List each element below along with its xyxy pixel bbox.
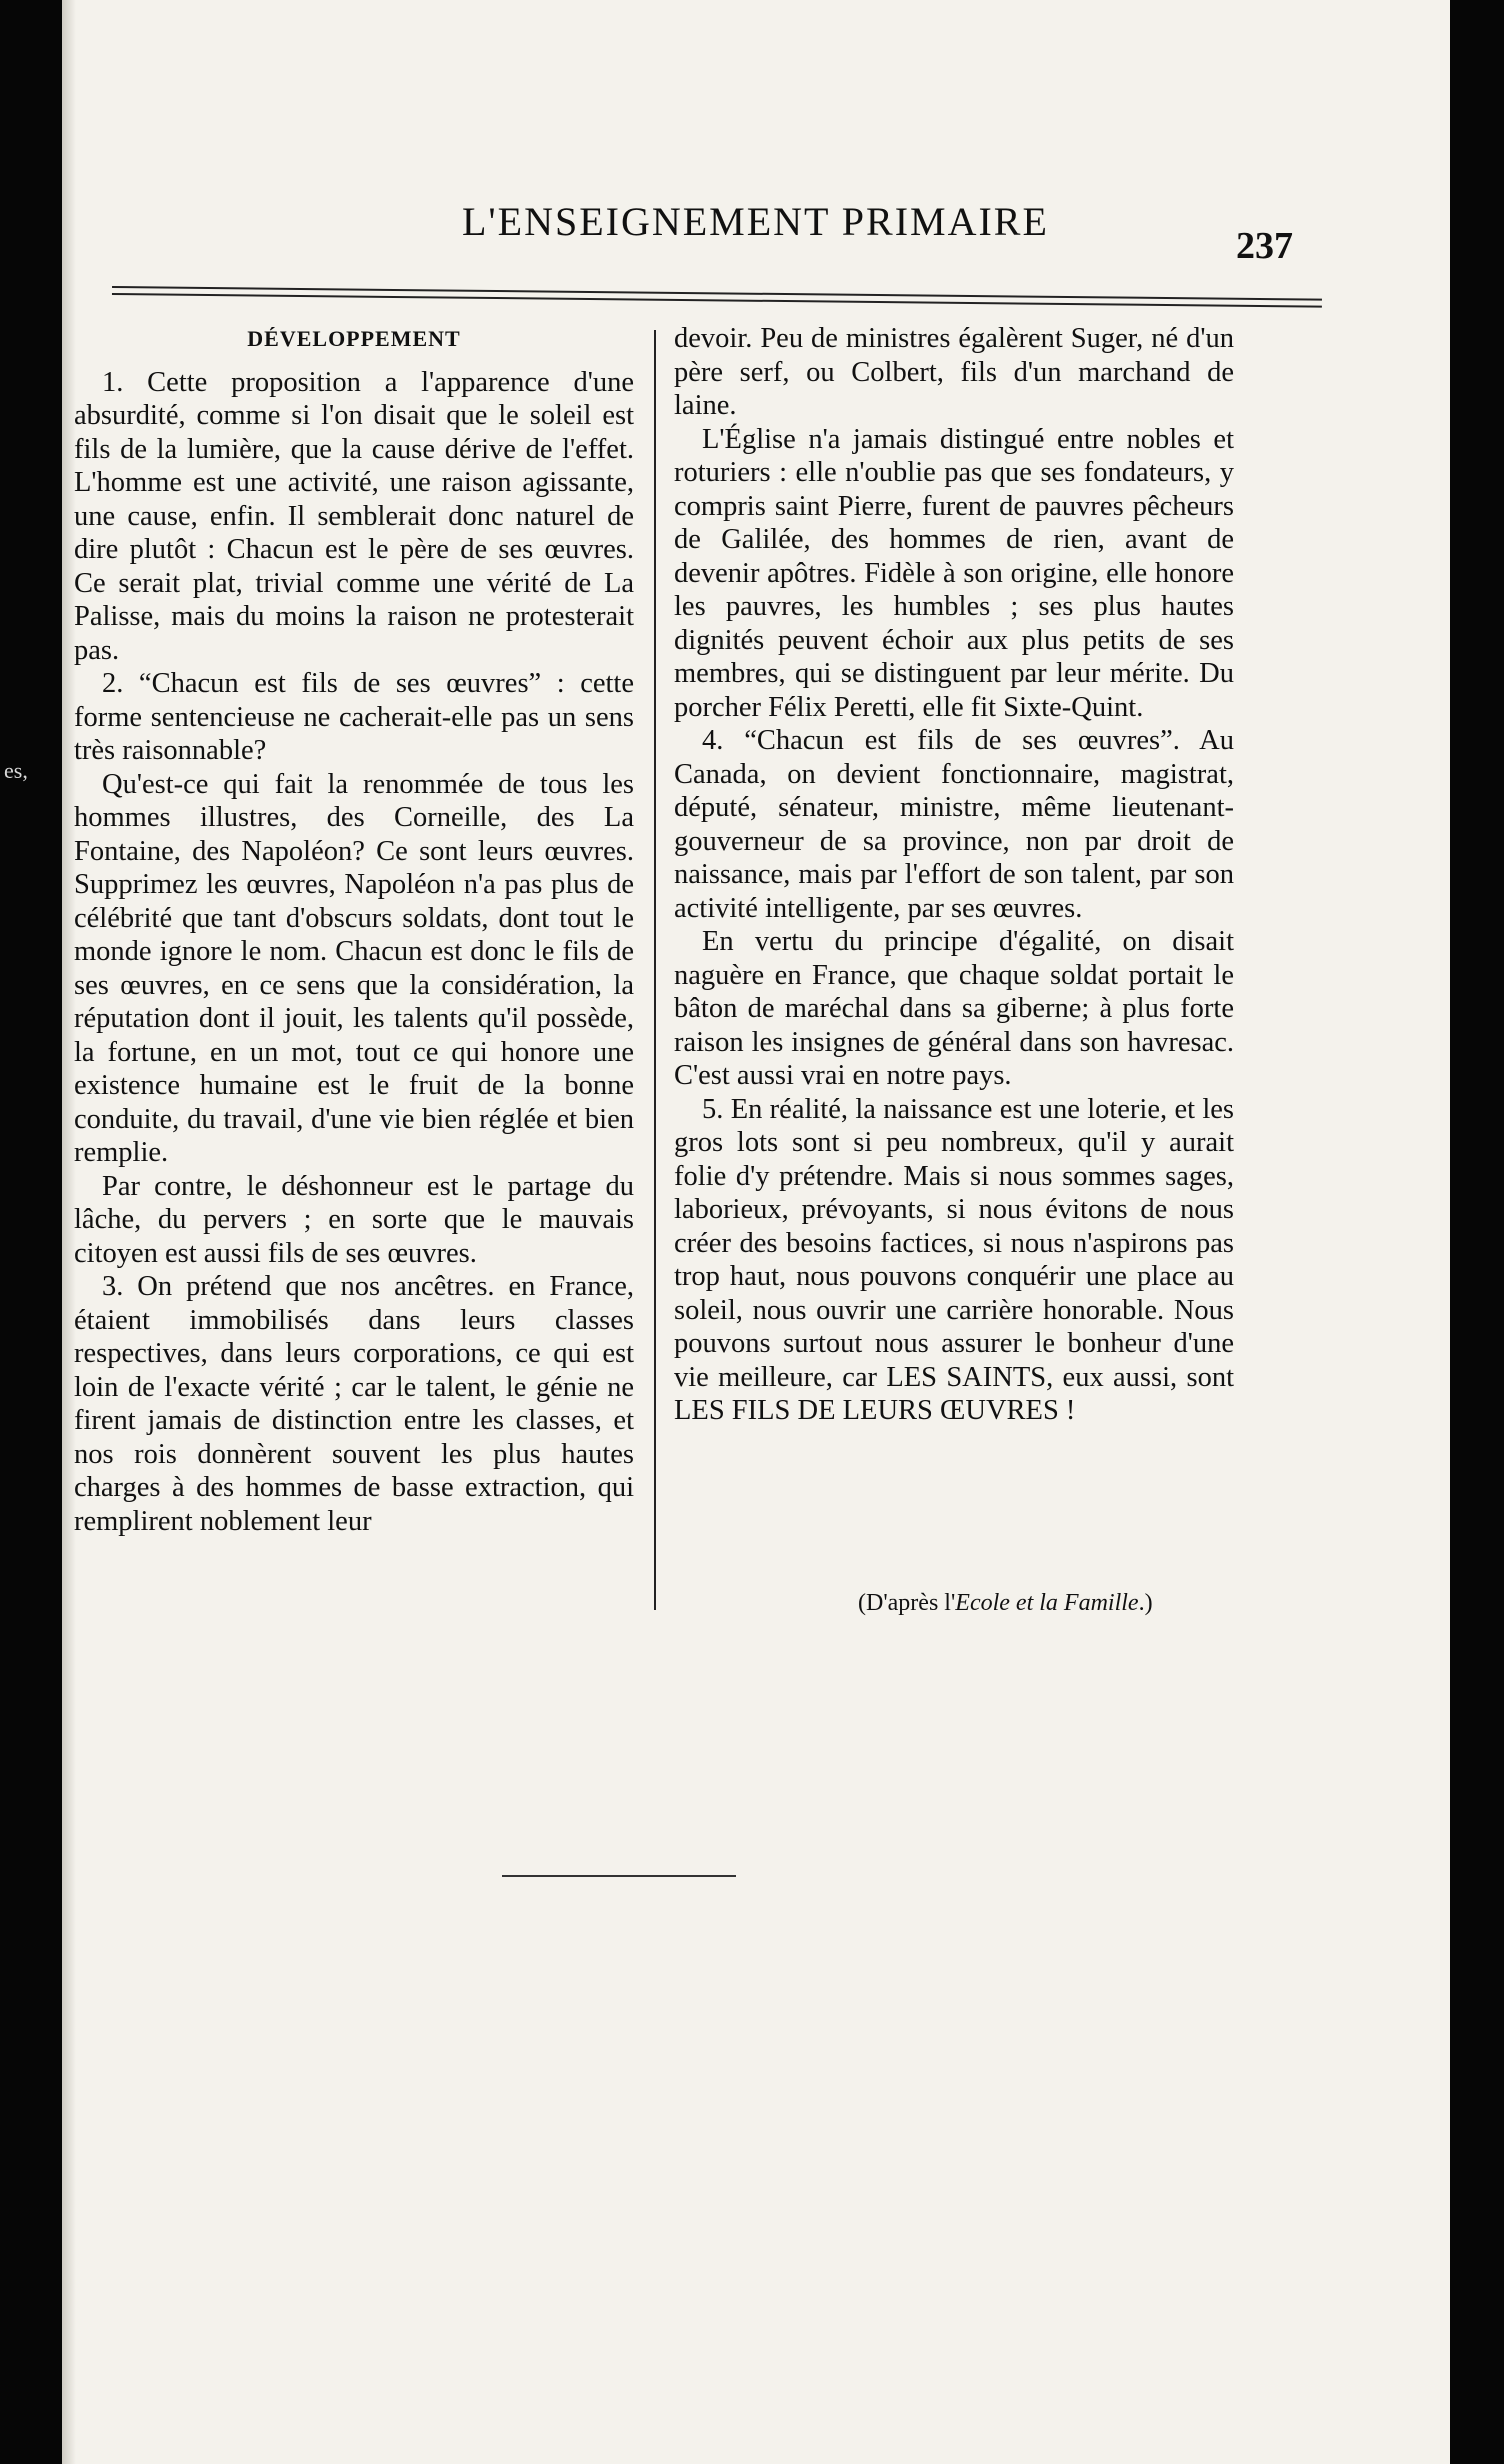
paragraph: L'Église n'a jamais distingué entre nobles et roturiers : elle n'oublie pas que ses fondateurs, y compris saint Pierre, furent de pauvres pêcheurs de Galilée, des hommes de rien, avant de devenir apôtres. Fidèle à son origine, elle honore les pauvres, les humbles ; ses plus hautes dignités peuvent échoir aux plus petits de ses membres, qui se distinguent par leur mérite. Du porcher Félix Peretti, elle fit Sixte-Quint. xyxy=(674,423,1234,723)
source-title: Ecole et la Famille xyxy=(955,1590,1139,1616)
right-column xyxy=(674,322,1234,1428)
end-rule xyxy=(502,1875,736,1877)
paragraph: 2. “Chacun est fils de ses œuvres” : cette forme sentencieuse ne cacherait-elle pas un sens très raisonnable? xyxy=(74,668,634,766)
source-attribution xyxy=(858,1590,1153,1617)
page-number: 237 xyxy=(1236,225,1293,267)
margin-fragment-text: es, xyxy=(4,758,28,783)
running-head: L'ENSEIGNEMENT PRIMAIRE xyxy=(462,199,1049,244)
paragraph: Qu'est-ce qui fait la renommée de tous les hommes illustres, des Corneille, des La Fontaine, des Napoléon? Ce sont leurs œuvres. Supprimez les œuvres, Napoléon n'a pas plus de célébrité que tant d'obscurs soldats, dont tout le monde ignore le nom. Chacun est donc le fils de ses œuvres, en ce sens que la considération, la réputation dont il jouit, les talents qu'il possède, la fortune, en un mot, tout ce qui honore une existence humaine est le fruit de la bonne conduite, du travail, d'une vie bien réglée et bien remplie. xyxy=(74,768,634,1168)
paragraph: En vertu du principe d'égalité, on disait naguère en France, que chaque soldat portait le bâton de maréchal dans sa giberne; à plus forte raison les insignes de général dans son havresac. C'est aussi vrai en notre pays. xyxy=(674,926,1234,1091)
paragraph: 1. Cette proposition a l'apparence d'une absurdité, comme si l'on disait que le soleil est fils de la lumière, que la cause dérive de l'effet. L'homme est une activité, une raison agissante, une cause, enfin. Il semblerait donc naturel de dire plutôt : Chacun est le père de ses œuvres. Ce serait plat, trivial comme une vérité de La Palisse, mais du moins la raison ne protesterait pas. xyxy=(74,366,634,666)
paragraph: 4. “Chacun est fils de ses œuvres”. Au Canada, on devient fonctionnaire, magistrat, député, sénateur, ministre, même lieutenant-gouverneur de sa province, non par droit de naissance, mais par l'effort de son talent, par son activité intelligente, par ses œuvres. xyxy=(674,725,1234,924)
book-page xyxy=(62,0,1450,2464)
paragraph: 5. En réalité, la naissance est une loterie, et les gros lots sont si peu nombreux, qu'il y aurait folie d'y prétendre. Mais si nous sommes sages, laborieux, prévoyants, si nous évitons de nous créer des besoins factices, si nous n'aspirons pas trop haut, nous pouvons conquérir une place au soleil, nous ouvrir une carrière honorable. Nous pouvons surtout nous assurer le bonheur d'une vie meilleure, car LES SAINTS, eux aussi, sont LES FILS DE LEURS ŒUVRES ! xyxy=(674,1093,1234,1426)
paragraph: devoir. Peu de ministres égalèrent Suger, né d'un père serf, ou Colbert, fils d'un marchand de laine. xyxy=(674,323,1234,421)
section-heading: DÉVELOPPEMENT xyxy=(247,326,461,351)
source-prefix: (D'après l' xyxy=(858,1590,956,1616)
column-divider xyxy=(654,330,656,1610)
source-suffix: .) xyxy=(1138,1590,1153,1616)
left-column xyxy=(74,322,634,1538)
paragraph: 3. On prétend que nos ancêtres. en France, étaient immobilisés dans leurs classes respectives, dans leurs corporations, ce qui est loin de l'exacte vérité ; car le talent, le génie ne firent jamais de distinction entre les classes, et nos rois donnèrent souvent les plus hautes charges à des hommes de basse extraction, qui remplirent noblement leur xyxy=(74,1271,634,1537)
header-double-rule xyxy=(112,286,1322,308)
paragraph: Par contre, le déshonneur est le partage du lâche, du pervers ; en sorte que le mauvais citoyen est aussi fils de ses œuvres. xyxy=(74,1170,634,1269)
